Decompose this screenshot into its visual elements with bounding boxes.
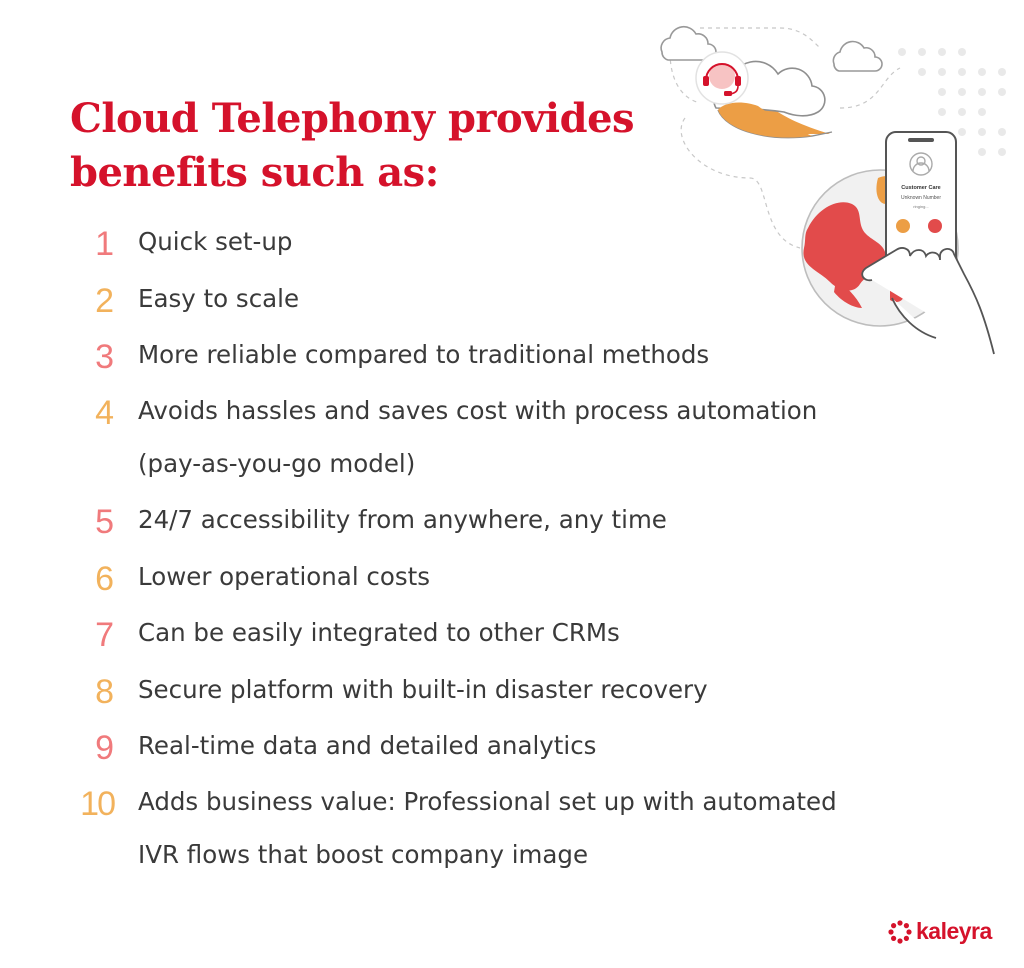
benefit-text: Lower operational costs	[138, 562, 431, 591]
benefit-text: Avoids hassles and saves cost with process automation	[138, 396, 818, 425]
phone-caller-number: Unknown Number	[900, 195, 942, 201]
benefit-text: Quick set-up	[138, 227, 293, 256]
benefit-number: 7	[95, 616, 114, 654]
small-cloud-left	[661, 27, 716, 60]
benefit-number: 6	[95, 560, 114, 598]
phone-status: ringing...	[913, 204, 929, 209]
page-title-line-1: Cloud Telephony provides	[70, 95, 635, 142]
benefit-text: Real-time data and detailed analytics	[138, 731, 597, 760]
benefit-text: Can be easily integrated to other CRMs	[138, 618, 620, 647]
kaleyra-logo-icon	[888, 920, 912, 944]
benefit-number: 10	[80, 785, 114, 823]
benefit-text: Easy to scale	[138, 284, 300, 313]
benefit-number: 3	[95, 338, 114, 376]
benefit-number: 4	[95, 394, 114, 432]
small-cloud-right	[833, 42, 882, 71]
benefit-number: 1	[95, 225, 114, 263]
kaleyra-logo-text: kaleyra	[916, 918, 992, 944]
benefit-number: 2	[95, 282, 114, 320]
benefit-number: 9	[95, 729, 114, 767]
benefit-text: Secure platform with built-in disaster recovery	[138, 675, 708, 704]
benefit-text: 24/7 accessibility from anywhere, any time	[138, 505, 667, 534]
headset-icon	[696, 52, 748, 104]
benefit-text: More reliable compared to traditional methods	[138, 340, 710, 369]
benefit-text: IVR flows that boost company image	[138, 840, 589, 869]
phone-caller-name: Customer Care	[901, 185, 941, 191]
benefit-text: (pay-as-you-go model)	[138, 449, 416, 478]
page-title-line-2: benefits such as:	[70, 149, 439, 196]
benefit-number: 8	[95, 673, 114, 711]
kaleyra-logo	[888, 918, 992, 945]
benefit-number: 5	[95, 503, 114, 541]
benefit-text: Adds business value: Professional set up with automated	[138, 787, 837, 816]
page-title	[70, 92, 634, 200]
